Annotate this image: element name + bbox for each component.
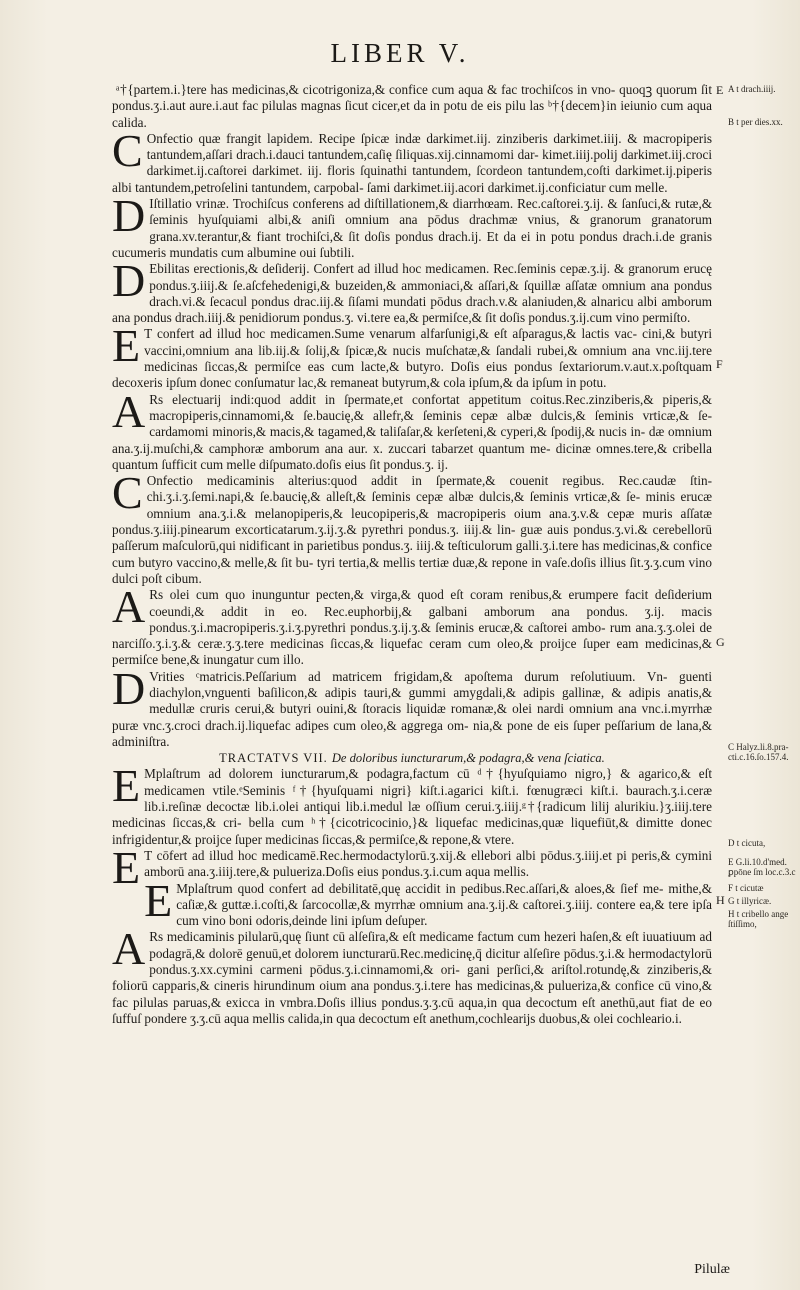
- margin-note: F t cicutæ: [728, 883, 764, 893]
- margin-note: C Halyz.li.8.pra- cti.c.16.ſo.157.4.: [728, 742, 789, 762]
- margin-note: H t cribello ange ſtiſſimo,: [728, 909, 789, 929]
- margin-note: E G.li.10.d'med. ꝑpōne ſm loc.c.3.c: [728, 857, 796, 877]
- paragraph: D Iſtillatio vrinæ. Trochiſcus conferens ad diſtillationem,& diarrhœam. Rec.caſtorei.ʒ.ij. & ſanſuci,& rutæ,& ſeminis hyuſquiami albi,& aniſi omnium ana pōdus drachmæ vnius, & granorum granatorum grana.xv.terantur,& fiant trochiſci,& ſit doſis pondus drach.ij. Et da ei in potu pondus drach.i.de granis cucumeris mundatis cum albumine oui ſubtili.: [112, 190, 712, 260]
- margin-letter: E: [716, 83, 724, 97]
- drop-cap: D: [112, 662, 146, 714]
- drop-cap: D: [112, 190, 146, 242]
- catchword: Pilulæ: [694, 1262, 730, 1277]
- tractatus-heading: TRACTATVS VII. De doloribus iuncturarum,& podagra,& vena ſciatica.: [219, 751, 605, 766]
- margin-note: G t illyricæ.: [728, 896, 772, 906]
- paragraph: A Rs medicaminis pilularū,quę ſiunt cū alſeſira,& eſt medicame factum cum hezeri haſen,& eſt iuuatiuum ad podagrā,& dolorē genuū,et dolorem iuncturarū.Rec.medicinę,q̄ dicitur alſeſire pōdus.ʒ.i.& hermodactylorū pondus.ʒ.xx.cymini carmeni pōdus.ʒ.i.cinnamomi,& ori- gani perſici,& ariſtol.rotundę,& zinziberis,& foliorū capparis,& cineris hirundinum oium ana pondus.ʒ.i.tere has medicinas,& pulueriza,& confice cū vino,& fac pilulas paruas,& exicca in vmbra.Doſis illius pondus.ʒ.ʒ.cū aqua,in qua decoctum eſt anethū,aut fiat de eo ſuffuſ pondere ʒ.ʒ.cū aqua mellis calida,in qua decoctum eſt anethum,cochlearijs duobus,& olei cochleario.i.: [112, 923, 712, 1026]
- paragraph: C Onfectio quæ frangit lapidem. Recipe ſpicæ indæ darkimet.iij. zinziberis darkimet.iiij. & macropiperis tantundem,aſſari drach.i.dauci tantundem,caſię ſiliquas.xij.cinnamomi dar- kimet.iiij.polij darkimet.iij.croci darkimet.ij.caſtorei darkimet. iij. floris ſquinathi tantundem, ſcordeon tantundem,coſti darkimet.ij.piperis albi tantundem,petroſelini tantundem, carpobal- ſami darkimet.iij.acori darkimet.ij.conficiatur cum melle.: [112, 124, 712, 195]
- drop-cap: A: [112, 581, 146, 633]
- margin-letter: H: [716, 893, 725, 907]
- drop-cap: A: [112, 385, 146, 437]
- margin-note: B t per dies.xx.: [728, 117, 783, 127]
- drop-cap: C: [112, 467, 143, 519]
- margin-letter: F: [716, 357, 723, 371]
- main-text: [112, 82, 712, 1027]
- paragraph: E T confert ad illud hoc medicamen.Sume venarum alfarſunigi,& eſt aſparagus,& lactis vac- cini,& butyri vaccini,omnium ana lib.iij.& ſolij,& ſpicæ,& nucis muſchatæ,& ſandali rubei,& omnium ana vnc.iij.tere medicinas ſiccas,& permiſce eas cum lacte,& butyro. Doſis eius pondus ſextariorum.v.aut.x.poſtquam decoxeris ipſum donec conſumatur lac,& remaneat butyrum,& cola ipſum,& da ipſum in potu.: [112, 320, 712, 391]
- margin-note: A t drach.iiij.: [728, 84, 776, 94]
- paragraph: ᵃ†{partem.i.}tere has medicinas,& cicotrigoniza,& confice cum aqua & fac trochiſcos in vno- quoqꝫ quorum ſit pondus.ʒ.i.aut aure.i.aut fac pilulas magnas ſicut cicer,et da in potu de eis pilu las ᵇ†{decem}in ieiunio cum aqua calida.: [112, 82, 712, 130]
- paragraph: A Rs electuarij indi:quod addit in ſpermate,et confortat appetitum coitus.Rec.zinziberis,& piperis,& macropiperis,cinnamomi,& ſe.baucię,& allefr,& ſeminis cepæ albæ dulcis,& ſeminis vrticæ,& ſe- cardamomi minoris,& macis,& tagamed,& taliſaſar,& kerſeteni,& cyperi,& ſpodij,& nucis in- dæ omnium ana.ʒ.ij.muſchi,& camphoræ amborum ana aur. x. zuccari tabarzet quantum me- dicinæ omnes.tere,& cribella quantum ſufficit cum melle diſpumato.doſis eius ſit pondus.ʒ. ij.: [112, 385, 712, 472]
- margin-note: D t cicuta,: [728, 838, 766, 848]
- drop-cap: C: [112, 124, 143, 176]
- drop-cap: E: [144, 874, 173, 926]
- paragraph: E T cōfert ad illud hoc medicamē.Rec.hermodactylorū.ʒ.xij.& ellebori albi pōdus.ʒ.iiij.et pi peris,& cymini amborū ana.ʒ.iiij.tere,& pulueriza.Doſis eius pondus.ʒ.i.cum aqua mellis.: [112, 841, 712, 893]
- paragraph: D Vrities ᶜmatricis.Peſſarium ad matricem frigidam,& apoſtema durum reſolutiuum. Vn- guenti diachylon,vnguenti baſilicon,& adipis tauri,& gummi amygdali,& adipis gallinæ, & adipis anatis,& medullæ cruris cerui,& butyri ouini,& ſtoracis liquidæ romanæ,& olei nardi omnium ana vnc.i.myrrhæ puræ vnc.ʒ.croci drach.ij.liquefac adipes cum oleo,& aggrega om- nia,& pone de eis ſuper peſſarium de lana,& adminiſtra.: [112, 662, 712, 749]
- drop-cap: D: [112, 255, 146, 307]
- paragraph: A Rs olei cum quo inunguntur pecten,& virga,& quod eſt coram renibus,& erumpere facit deſiderium coeundi,& addit in eo. Rec.euphorbij,& galbani amborum ana pondus. ʒ.ij. macis pondus.ʒ.i.macropiperis.ʒ.i.ʒ.pyrethri pondus.ʒ.ij.ʒ.& ſeminis erucæ,& caſtorei ambo- rum ana.ʒ.ʒ.olei de narciſſo.ʒ.i.ʒ.& ceræ.ʒ.ʒ.tere medicinas ſiccas,& liquefac ceram cum oleo,& proijce ſuper eam medicinas,& permiſce bene,& inungatur cum illo.: [112, 581, 712, 668]
- margin-letter: G: [716, 635, 725, 649]
- drop-cap: E: [112, 760, 141, 812]
- paragraph: E Mplaſtrum ad dolorem iuncturarum,& podagra,factum cū ᵈ†{hyuſquiamo nigro,} & agarico,& eſt medicamen vtile.ᵉSeminis ᶠ†{hyuſquami nigri} kiſt.i.agarici kiſt.i. fœnugræci kiſt.i. baurach.ʒ.i.ceræ lib.i.reſinæ decoctæ lib.i.olei antiqui lib.i.medul læ oſſium cerui.ʒ.iiij.ᵍ†{radicum lilij alurikiu.}ʒ.iiij.tere medicinas ſiccas,& cri- bella cum ʰ†{cicotricocinio,}& liquefac medicinas,quæ liquefiūt,& dimitte donec infrigidentur,& proijce ſuper medicinas ſiccas,& permiſce,& repone,& vtere.: [112, 760, 712, 847]
- paragraph: C Onfectio medicaminis alterius:quod addit in ſpermate,& couenit regibus. Rec.caudæ ſtin- chi.ʒ.i.ʒ.ſemi.napi,& ſe.baucię,& alleſt,& ſeminis cepæ albæ dulcis,& ſeminis vrticæ,& ſe- minis erucæ omnium ana.ʒ.i.& melanopiperis,& leucopiperis,& macropiperis oium ana.ʒ.v.& cepæ muris aſſatæ pondus.ʒ.iiij.pinearum excorticatarum.ʒ.ij.ʒ.& pyrethri pondus.ʒ. iiij.& lin- guæ auis pondus.ʒ.vi.& cerebellorū paſſerum maſculorū,qui nidificant in parietibus pondus.ʒ. iiij.& teſticulorum galli.ʒ.i.tere has medicinas,& confice cum butyro vaccino,& melle,& ſit bu- tyri tertia,& mellis tertiæ duæ,& repone in vaſe.doſis illius ſit.ʒ.ʒ.cum vino dulci poſt cibum.: [112, 467, 712, 586]
- paragraph: D Ebilitas erectionis,& deſiderij. Confert ad illud hoc medicamen. Rec.ſeminis cepæ.ʒ.ij. & granorum erucę pondus.ʒ.iiij.& ſe.aſcfehedenigi,& buzeiden,& ammoniaci,& aſſari,& ſquillæ aſſatæ omnium ana pondus drach.vi.& ſecacul pondus drac.iij.& ſiſami mundati pōdus drach.v.& alaniuden,& alnaricu albi amborum ana pondus drach.iiij.& penidiorum pondus.ʒ. vi.tere ea,& permiſce,& ſit doſis pondus.ʒ.ij.cum vino permiſto.: [112, 255, 712, 326]
- paragraph: E Mplaſtrum quod confert ad debilitatē,quę accidit in pedibus.Rec.aſſari,& aloes,& ſief me- mithe,& caſiæ,& guttæ.i.coſti,& ſarcocollæ,& myrrhæ omnium ana.ʒ.ij.& caſtorei.ʒ.iiij. contere ea,& tere ipſa cum vino boni odoris,deinde lini ipſum deſuper.: [144, 874, 712, 929]
- drop-cap: A: [112, 923, 146, 975]
- drop-cap: E: [112, 841, 141, 893]
- drop-cap: E: [112, 320, 141, 372]
- running-head: LIBER V.: [330, 38, 470, 68]
